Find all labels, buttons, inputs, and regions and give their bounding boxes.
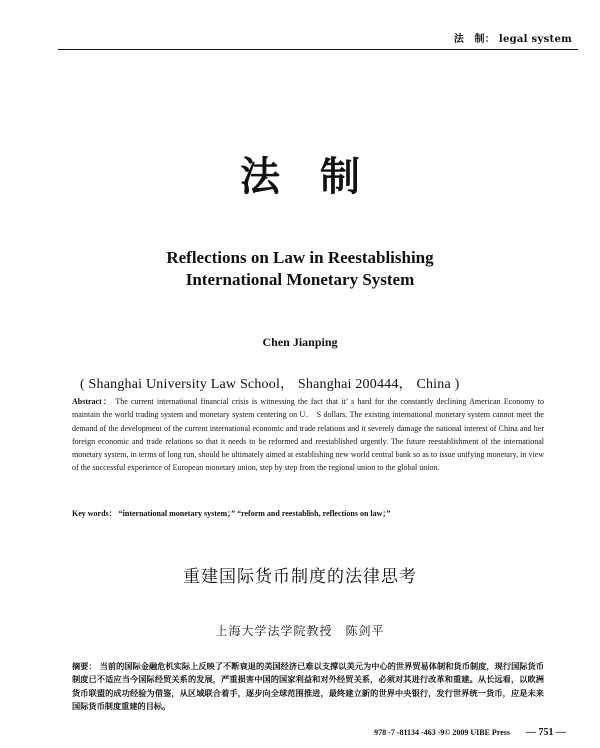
abstract-chinese bbox=[72, 660, 544, 714]
keywords-english bbox=[72, 508, 544, 519]
header-rule bbox=[58, 49, 578, 50]
abstract-label: Abstract： bbox=[72, 397, 113, 406]
abstract-english bbox=[72, 395, 544, 475]
abstract-text: The current international financial crisis is witnessing the fact that it’ s hard for the constantly declining American Economy to maintain the world trading system and monetary system centering on U． S dollars. The existing international monetary system cannot meet the demand of the development of the current international economic and trade relations and it severely damage the national interest of China and her foreign economic and trade relations so that it needs to be reformed and reestablished urgently. The future reestablishment of the international monetary system, in terms of long run, should be ultimately aimed at establishing new world central bank so as to issue unifying monetary, in view of the successful experience of European monetary union, step by step from the regional union to the global union. bbox=[72, 397, 544, 473]
english-title bbox=[0, 247, 600, 291]
chinese-title: 重建国际货币制度的法律思考 bbox=[183, 567, 417, 587]
keywords-label: Key words： bbox=[72, 509, 117, 518]
page-number: — 751 — bbox=[526, 727, 566, 738]
abstract-chinese-label: 摘要： bbox=[72, 661, 97, 671]
abstract-chinese-text: 当前的国际金融危机实际上反映了不断衰退的美国经济已难以支撑以美元为中心的世界贸易体制和货币制度，现行国际货币制度已不适应当今国际经贸关系的发展，严重损害中国的国家利益和对外经贸关系，必须对其进行改革和重建。从长远看，以欧洲货币联盟的成功经验为借鉴，从区域联合着手，逐步向全球范围推进，最终建立新的世界中央银行，发行世界统一货币，应是未来国际货币制度重建的目标。 bbox=[72, 661, 544, 712]
english-title-line-2: International Monetary System bbox=[185, 270, 415, 289]
author-chinese: 上海大学法学院教授 陈剑平 bbox=[215, 624, 385, 638]
affiliation-english: ( Shanghai University Law School， Shanghai 200444， China ) bbox=[80, 377, 460, 392]
running-head: 法 制： legal system bbox=[453, 34, 572, 45]
isbn-line: 978 -7 -81134 -463 -9© 2009 UIBE Press bbox=[374, 728, 510, 737]
keywords-text: “international monetary system；” “reform and reestablish, reflections on law；” bbox=[118, 509, 391, 518]
page-footer bbox=[374, 727, 566, 738]
author-english: Chen Jianping bbox=[262, 335, 338, 349]
section-title: 法制 bbox=[240, 154, 400, 200]
english-title-line-1: Reflections on Law in Reestablishing bbox=[166, 248, 434, 267]
